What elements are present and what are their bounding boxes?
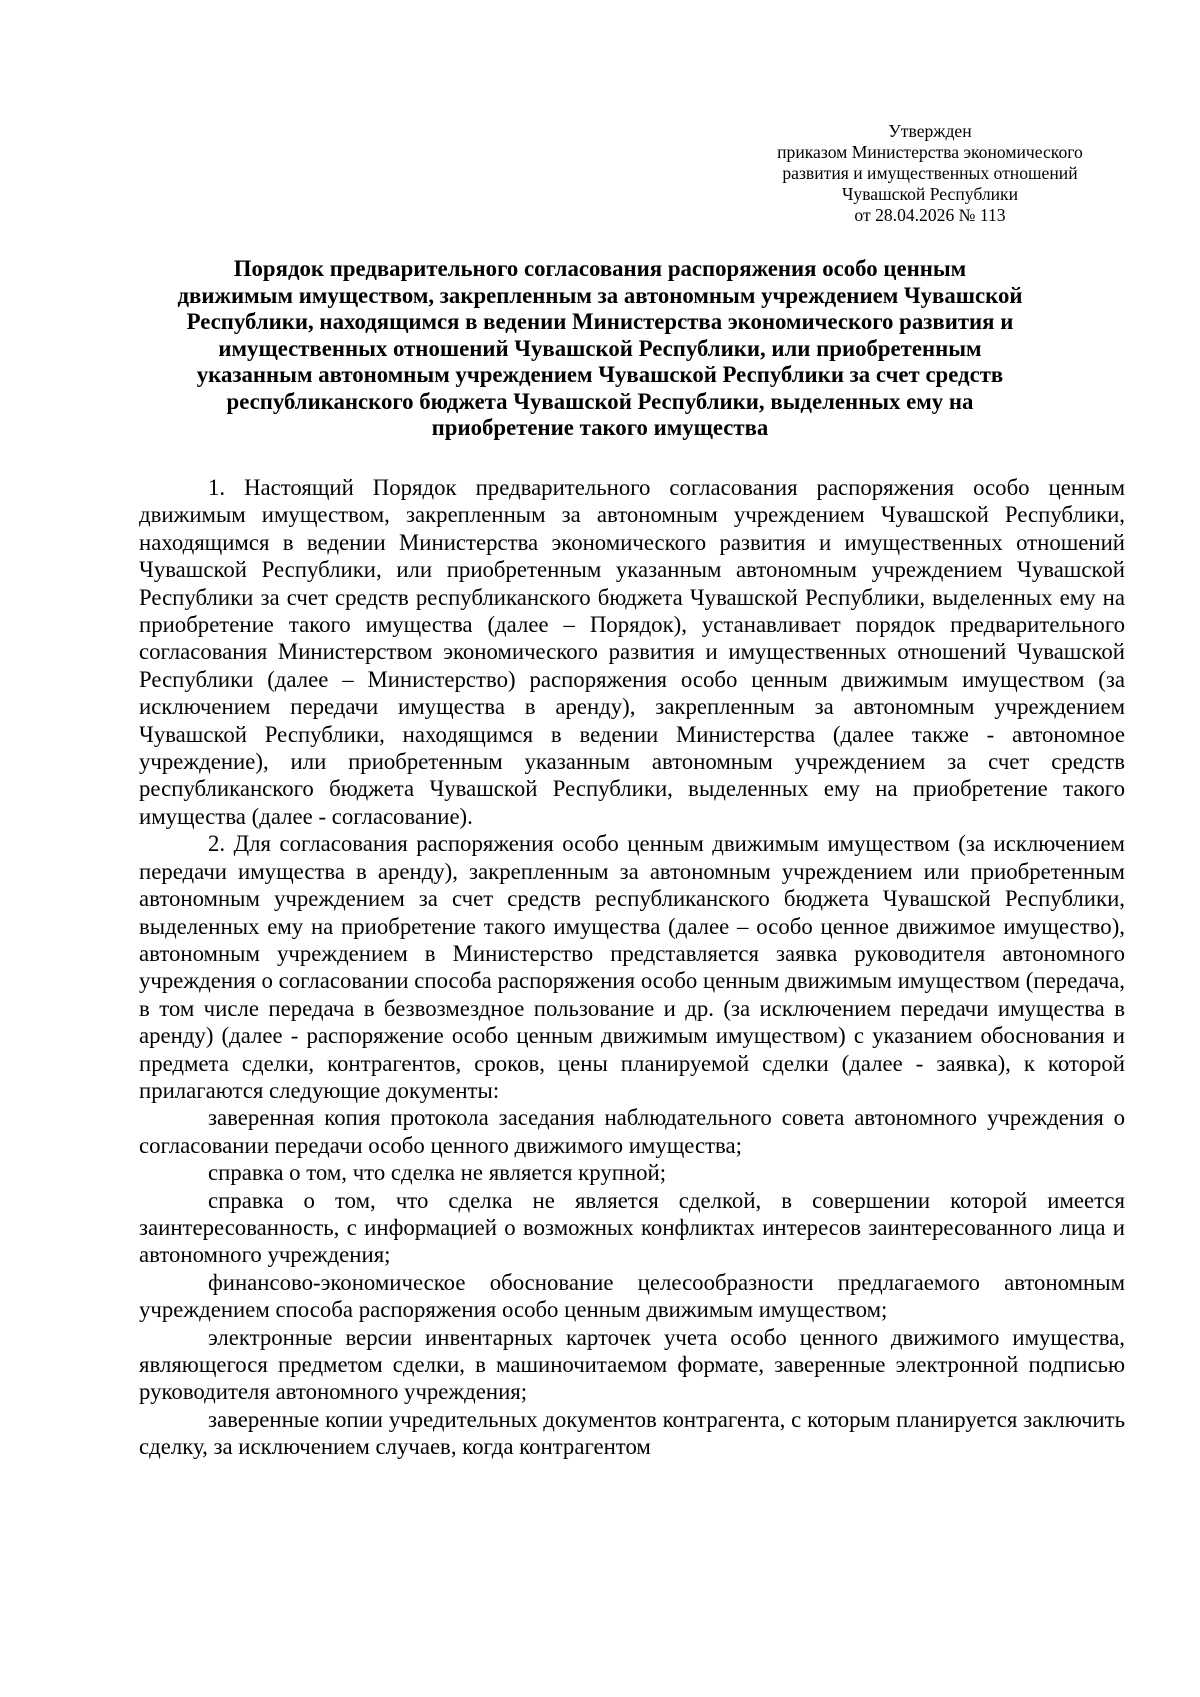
- approval-line: Чувашской Республики: [842, 184, 1018, 204]
- approval-line: развития и имущественных отношений: [782, 163, 1078, 183]
- paragraph: 1. Настоящий Порядок предварительного согласования распоряжения особо ценным движимым имуществом, закрепленным за автономным учреждением Чувашской Республики, находящимся в ведении Министерства экономического развития и имущественных отношений Чувашской Республики, или приобретенным указанным автономным учреждением Чувашской Республики за счет средств республиканского бюджета Чувашской Республики, выделенных ему на приобретение такого имущества (далее – Порядок), устанавливает порядок предварительного согласования Министерством экономического развития и имущественных отношений Чувашской Республики (далее – Министерство) распоряжения особо ценным движимым имуществом (за исключением передачи имущества в аренду), закрепленным за автономным учреждением Чувашской Республики, находящимся в ведении Министерства (далее также - автономное учреждение), или приобретенным указанным автономным учреждением за счет средств республиканского бюджета Чувашской Республики, выделенных ему на приобретение такого имущества (далее - согласование).: [139, 475, 1125, 829]
- paragraph: заверенные копии учредительных документов контрагента, с которым планируется заключить сделку, за исключением случаев, когда контрагентом: [139, 1406, 1125, 1460]
- approval-line: приказом Министерства экономического: [777, 142, 1083, 162]
- approval-line: от 28.04.2026 № 113: [854, 205, 1006, 225]
- approval-stamp: [700, 121, 1160, 226]
- paragraph: справка о том, что сделка не является сделкой, в совершении которой имеется заинтересованность, с информацией о возможных конфликтах интересов заинтересованного лица и автономного учреждения;: [139, 1187, 1125, 1268]
- title-line: движимым имуществом, закрепленным за автономным учреждением Чувашской: [177, 282, 1023, 308]
- paragraph: заверенная копия протокола заседания наблюдательного совета автономного учреждения о согласовании передачи особо ценного движимого имущества;: [139, 1105, 1125, 1158]
- document-body: [139, 474, 1125, 1461]
- paragraph: справка о том, что сделка не является крупной;: [208, 1160, 667, 1186]
- document-title: [100, 256, 1100, 442]
- approval-line: Утвержден: [888, 121, 972, 141]
- paragraph: финансово-экономическое обоснование целесообразности предлагаемого автономным учреждением способа распоряжения особо ценным движимым имуществом;: [139, 1269, 1125, 1323]
- title-line: Порядок предварительного согласования распоряжения особо ценным: [233, 256, 967, 281]
- paragraph: 2. Для согласования распоряжения особо ценным движимым имуществом (за исключением передачи имущества в аренду), закрепленным за автономным учреждением или приобретенным автономным учреждением за счет средств республиканского бюджета Чувашской Республики, выделенных ему на приобретение такого имущества (далее – особо ценное движимое имущество), автономным учреждением в Министерство представляется заявка руководителя автономного учреждения о согласовании способа распоряжения особо ценным движимым имуществом (передача, в том числе передача в безвозмездное пользование и др. (за исключением передачи имущества в аренду) (далее - распоряжение особо ценным движимым имуществом) с указанием обоснования и предмета сделки, контрагентов, сроков, цены планируемой сделки (далее - заявка), к которой прилагаются следующие документы:: [139, 831, 1125, 1103]
- title-line: указанным автономным учреждением Чувашской Республики за счет средств: [196, 362, 1004, 387]
- title-line: республиканского бюджета Чувашской Республики, выделенных ему на: [226, 388, 974, 414]
- title-line: имущественных отношений Чувашской Республики, или приобретенным: [218, 335, 982, 361]
- title-line: Республики, находящимся в ведении Министерства экономического развития и: [186, 309, 1014, 334]
- paragraph: электронные версии инвентарных карточек учета особо ценного движимого имущества, являющегося предметом сделки, в машиночитаемом формате, заверенные электронной подписью руководителя автономного учреждения;: [139, 1324, 1125, 1405]
- title-line: приобретение такого имущества: [431, 415, 769, 440]
